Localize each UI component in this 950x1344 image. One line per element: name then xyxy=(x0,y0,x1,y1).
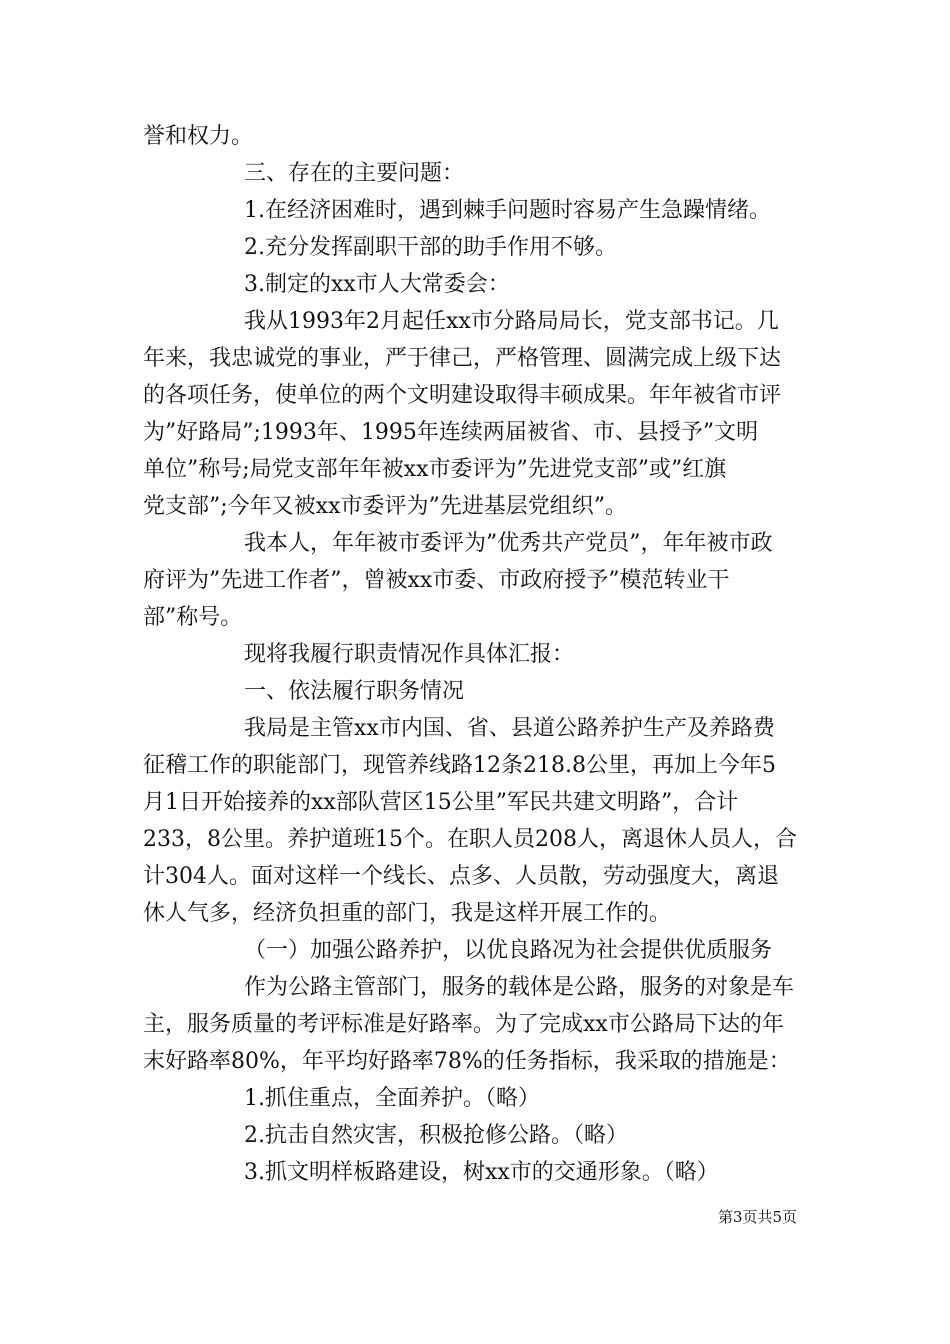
page-number: 第3页共5页 xyxy=(718,1208,798,1226)
list-item: 1.在经济困难时，遇到棘手问题时容易产生急躁情绪。 xyxy=(244,198,771,223)
subsection-heading: （一）加强公路养护，以优良路况为社会提供优质服务 xyxy=(244,938,773,963)
list-item: 3.抓文明样板路建设，树xx市的交通形象。（略） xyxy=(244,1160,719,1185)
text-line: 的各项任务，使单位的两个文明建设取得丰硕成果。年年被省市评 xyxy=(143,383,782,408)
list-item: 2.充分发挥副职干部的助手作用不够。 xyxy=(244,235,617,260)
text-line: 部”称号。 xyxy=(143,605,243,630)
list-item: 1.抓住重点，全面养护。（略） xyxy=(244,1086,540,1111)
text-line: 作为公路主管部门，服务的载体是公路，服务的对象是车 xyxy=(244,975,795,1000)
text-line: 单位”称号;局党支部年年被xx市委评为”先进党支部”或”红旗 xyxy=(143,457,727,482)
text-line: 党支部”;今年又被xx市委评为”先进基层党组织”。 xyxy=(143,494,627,519)
text-line: 计304人。面对这样一个线长、点多、人员散，劳动强度大，离退 xyxy=(143,864,779,889)
list-item: 3.制定的xx市人大常委会： xyxy=(244,272,510,297)
text-line: 月1日开始接养的xx部队营区15公里”军民共建文明路”，合计 xyxy=(143,790,739,815)
text-line: 年来，我忠诚党的事业，严于律己，严格管理、圆满完成上级下达 xyxy=(143,346,782,371)
text-line: 府评为”先进工作者”，曾被xx市委、市政府授予”模范转业干 xyxy=(143,568,730,593)
text-line: 休人气多，经济负担重的部门，我是这样开展工作的。 xyxy=(143,901,672,926)
text-line: 我本人，年年被市委评为”优秀共产党员”，年年被市政 xyxy=(244,531,773,556)
text-line: 末好路率80%，年平均好路率78%的任务指标，我采取的措施是： xyxy=(143,1049,791,1074)
text-line: 我局是主管xx市内国、省、县道公路养护生产及养路费 xyxy=(244,716,775,741)
section-heading: 三、存在的主要问题： xyxy=(244,161,465,186)
text-line: 233，8公里。养护道班15个。在职人员208人，离退休人员人，合 xyxy=(143,827,797,852)
section-heading: 一、依法履行职务情况 xyxy=(244,679,465,704)
text-line: 征稽工作的职能部门，现管养线路12条218.8公里，再加上今年5 xyxy=(143,753,776,778)
text-line: 誉和权力。 xyxy=(143,124,254,149)
text-line: 我从1993年2月起任xx市分路局局长，党支部书记。几 xyxy=(244,309,779,334)
text-line: 主，服务质量的考评标准是好路率。为了完成xx市公路局下达的年 xyxy=(143,1012,784,1037)
text-line: 现将我履行职责情况作具体汇报： xyxy=(244,642,575,667)
list-item: 2.抗击自然灾害，积极抢修公路。（略） xyxy=(244,1123,628,1148)
text-line: 为”好路局”;1993年、1995年连续两届被省、市、县授予”文明 xyxy=(143,420,759,445)
